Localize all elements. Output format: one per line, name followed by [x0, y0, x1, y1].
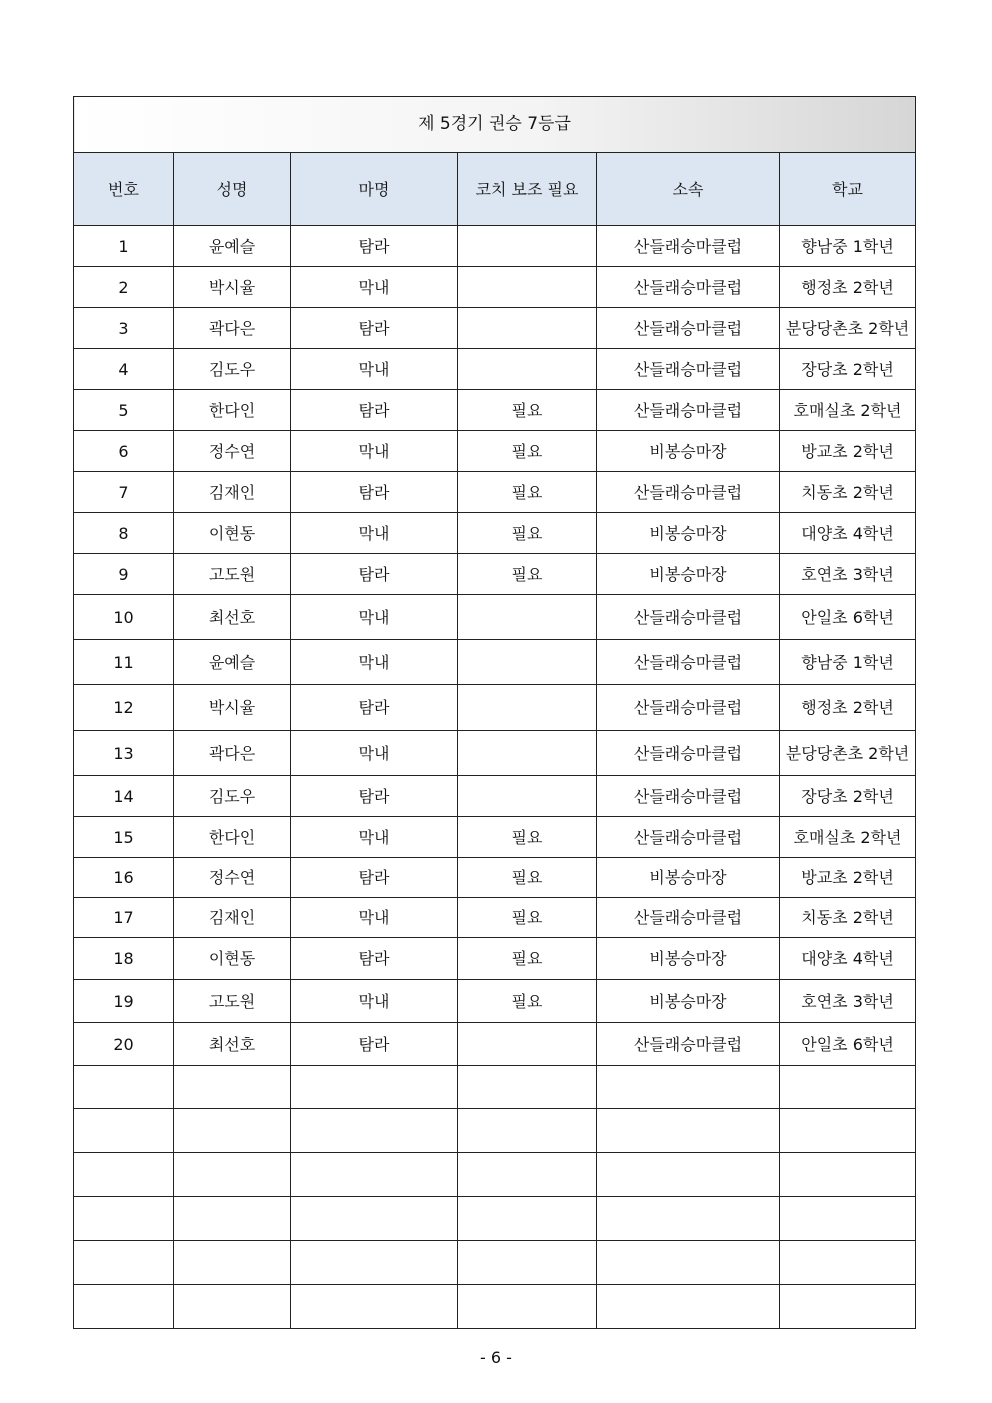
cell-name: 고도원: [174, 980, 291, 1023]
cell-name: 고도원: [174, 554, 291, 595]
empty-cell: [291, 1241, 458, 1285]
cell-no: 19: [74, 980, 174, 1023]
empty-cell: [458, 1153, 597, 1197]
empty-cell: [291, 1066, 458, 1109]
cell-club: 산들래승마클럽: [597, 390, 780, 431]
empty-cell: [74, 1197, 174, 1241]
empty-cell: [458, 1109, 597, 1153]
cell-coach: [458, 349, 597, 390]
column-header-name: 성명: [174, 153, 291, 226]
table-row: [74, 267, 916, 308]
cell-name: 박시율: [174, 685, 291, 731]
table-row: [74, 595, 916, 640]
cell-school: 향남중 1학년: [780, 640, 916, 685]
cell-coach: [458, 1023, 597, 1066]
cell-horse: 탐라: [291, 472, 458, 513]
cell-school: 분당당촌초 2학년: [780, 308, 916, 349]
cell-name: 박시율: [174, 267, 291, 308]
table-row: [74, 554, 916, 595]
empty-cell: [458, 1241, 597, 1285]
cell-no: 14: [74, 776, 174, 817]
cell-coach: [458, 640, 597, 685]
cell-coach: [458, 776, 597, 817]
empty-row: [74, 1109, 916, 1153]
cell-no: 8: [74, 513, 174, 554]
empty-cell: [458, 1066, 597, 1109]
table-row: [74, 685, 916, 731]
table-row: [74, 513, 916, 554]
table-row: [74, 898, 916, 938]
cell-name: 이현동: [174, 938, 291, 980]
cell-club: 산들래승마클럽: [597, 349, 780, 390]
cell-no: 18: [74, 938, 174, 980]
table-row: [74, 431, 916, 472]
cell-club: 산들래승마클럽: [597, 1023, 780, 1066]
cell-coach: 필요: [458, 817, 597, 858]
cell-club: 산들래승마클럽: [597, 898, 780, 938]
cell-club: 산들래승마클럽: [597, 595, 780, 640]
cell-no: 5: [74, 390, 174, 431]
table-row: [74, 308, 916, 349]
cell-no: 12: [74, 685, 174, 731]
empty-cell: [291, 1285, 458, 1329]
cell-school: 방교초 2학년: [780, 431, 916, 472]
cell-no: 10: [74, 595, 174, 640]
cell-horse: 막내: [291, 595, 458, 640]
table-row: [74, 640, 916, 685]
cell-no: 7: [74, 472, 174, 513]
cell-school: 호매실초 2학년: [780, 817, 916, 858]
cell-coach: 필요: [458, 554, 597, 595]
cell-coach: 필요: [458, 980, 597, 1023]
cell-school: 향남중 1학년: [780, 226, 916, 267]
empty-cell: [780, 1109, 916, 1153]
cell-club: 비봉승마장: [597, 938, 780, 980]
empty-cell: [74, 1153, 174, 1197]
cell-club: 산들래승마클럽: [597, 776, 780, 817]
table-row: [74, 226, 916, 267]
cell-horse: 탐라: [291, 308, 458, 349]
cell-name: 윤예슬: [174, 226, 291, 267]
cell-school: 방교초 2학년: [780, 858, 916, 898]
cell-no: 15: [74, 817, 174, 858]
empty-cell: [174, 1109, 291, 1153]
empty-cell: [780, 1066, 916, 1109]
cell-club: 산들래승마클럽: [597, 817, 780, 858]
table-row: [74, 390, 916, 431]
empty-cell: [597, 1066, 780, 1109]
cell-horse: 막내: [291, 640, 458, 685]
column-header-number: 번호: [74, 153, 174, 226]
empty-cell: [597, 1285, 780, 1329]
cell-name: 곽다은: [174, 731, 291, 776]
cell-horse: 탐라: [291, 776, 458, 817]
cell-club: 산들래승마클럽: [597, 472, 780, 513]
empty-cell: [597, 1153, 780, 1197]
cell-name: 한다인: [174, 817, 291, 858]
cell-school: 분당당촌초 2학년: [780, 731, 916, 776]
cell-horse: 탐라: [291, 938, 458, 980]
page-number: - 6 -: [480, 1348, 512, 1367]
empty-cell: [780, 1197, 916, 1241]
cell-horse: 막내: [291, 731, 458, 776]
cell-horse: 막내: [291, 267, 458, 308]
empty-cell: [458, 1285, 597, 1329]
cell-no: 9: [74, 554, 174, 595]
cell-name: 최선호: [174, 595, 291, 640]
empty-cell: [780, 1241, 916, 1285]
cell-school: 대양초 4학년: [780, 938, 916, 980]
cell-horse: 막내: [291, 898, 458, 938]
cell-coach: 필요: [458, 938, 597, 980]
column-header-club: 소속: [597, 153, 780, 226]
cell-name: 정수연: [174, 431, 291, 472]
empty-cell: [74, 1241, 174, 1285]
cell-coach: 필요: [458, 858, 597, 898]
cell-school: 장당초 2학년: [780, 776, 916, 817]
cell-no: 3: [74, 308, 174, 349]
cell-school: 안일초 6학년: [780, 1023, 916, 1066]
cell-school: 호연초 3학년: [780, 980, 916, 1023]
cell-club: 산들래승마클럽: [597, 267, 780, 308]
cell-club: 산들래승마클럽: [597, 226, 780, 267]
cell-club: 비봉승마장: [597, 980, 780, 1023]
empty-cell: [74, 1109, 174, 1153]
table-row: [74, 731, 916, 776]
table-row: [74, 817, 916, 858]
table-title: 제 5경기 권승 7등급: [74, 97, 916, 153]
cell-name: 이현동: [174, 513, 291, 554]
cell-school: 행정초 2학년: [780, 267, 916, 308]
table-row: [74, 472, 916, 513]
cell-horse: 탐라: [291, 390, 458, 431]
empty-cell: [597, 1109, 780, 1153]
cell-name: 김재인: [174, 472, 291, 513]
cell-name: 최선호: [174, 1023, 291, 1066]
cell-name: 곽다은: [174, 308, 291, 349]
cell-name: 윤예슬: [174, 640, 291, 685]
cell-school: 안일초 6학년: [780, 595, 916, 640]
empty-cell: [780, 1153, 916, 1197]
cell-coach: [458, 731, 597, 776]
cell-club: 비봉승마장: [597, 513, 780, 554]
empty-row: [74, 1066, 916, 1109]
empty-row: [74, 1197, 916, 1241]
cell-school: 호매실초 2학년: [780, 390, 916, 431]
empty-cell: [780, 1285, 916, 1329]
table-row: [74, 980, 916, 1023]
cell-coach: [458, 308, 597, 349]
cell-no: 16: [74, 858, 174, 898]
cell-horse: 탐라: [291, 226, 458, 267]
cell-horse: 탐라: [291, 685, 458, 731]
table-row: [74, 776, 916, 817]
cell-coach: 필요: [458, 513, 597, 554]
cell-horse: 막내: [291, 513, 458, 554]
cell-coach: 필요: [458, 898, 597, 938]
cell-horse: 탐라: [291, 858, 458, 898]
empty-cell: [174, 1241, 291, 1285]
cell-name: 한다인: [174, 390, 291, 431]
column-header-coach: 코치 보조 필요: [458, 153, 597, 226]
table-body: [74, 226, 916, 1329]
cell-school: 대양초 4학년: [780, 513, 916, 554]
roster-table: [73, 96, 916, 1329]
cell-club: 산들래승마클럽: [597, 731, 780, 776]
cell-school: 호연초 3학년: [780, 554, 916, 595]
cell-horse: 막내: [291, 980, 458, 1023]
empty-row: [74, 1153, 916, 1197]
empty-cell: [458, 1197, 597, 1241]
empty-cell: [291, 1153, 458, 1197]
cell-no: 13: [74, 731, 174, 776]
cell-no: 1: [74, 226, 174, 267]
cell-no: 20: [74, 1023, 174, 1066]
empty-cell: [597, 1197, 780, 1241]
cell-name: 김재인: [174, 898, 291, 938]
empty-cell: [174, 1153, 291, 1197]
empty-cell: [174, 1066, 291, 1109]
cell-no: 11: [74, 640, 174, 685]
cell-coach: [458, 595, 597, 640]
cell-coach: 필요: [458, 431, 597, 472]
cell-coach: 필요: [458, 390, 597, 431]
empty-cell: [174, 1197, 291, 1241]
cell-horse: 탐라: [291, 1023, 458, 1066]
cell-school: 행정초 2학년: [780, 685, 916, 731]
column-header-school: 학교: [780, 153, 916, 226]
cell-no: 6: [74, 431, 174, 472]
cell-no: 4: [74, 349, 174, 390]
cell-school: 치동초 2학년: [780, 472, 916, 513]
cell-club: 산들래승마클럽: [597, 308, 780, 349]
cell-school: 장당초 2학년: [780, 349, 916, 390]
cell-horse: 막내: [291, 817, 458, 858]
table-row: [74, 349, 916, 390]
table-row: [74, 858, 916, 898]
cell-school: 치동초 2학년: [780, 898, 916, 938]
cell-horse: 막내: [291, 349, 458, 390]
cell-club: 산들래승마클럽: [597, 685, 780, 731]
cell-name: 정수연: [174, 858, 291, 898]
cell-coach: [458, 226, 597, 267]
cell-name: 김도우: [174, 349, 291, 390]
cell-coach: 필요: [458, 472, 597, 513]
column-header-horse: 마명: [291, 153, 458, 226]
cell-club: 비봉승마장: [597, 554, 780, 595]
empty-cell: [74, 1066, 174, 1109]
cell-horse: 탐라: [291, 554, 458, 595]
cell-coach: [458, 267, 597, 308]
cell-name: 김도우: [174, 776, 291, 817]
header-row: [74, 153, 916, 226]
table-row: [74, 1023, 916, 1066]
empty-cell: [174, 1285, 291, 1329]
empty-cell: [597, 1241, 780, 1285]
table-row: [74, 938, 916, 980]
cell-club: 비봉승마장: [597, 431, 780, 472]
cell-club: 산들래승마클럽: [597, 640, 780, 685]
empty-cell: [291, 1197, 458, 1241]
cell-no: 17: [74, 898, 174, 938]
cell-no: 2: [74, 267, 174, 308]
empty-row: [74, 1241, 916, 1285]
empty-row: [74, 1285, 916, 1329]
empty-cell: [74, 1285, 174, 1329]
cell-coach: [458, 685, 597, 731]
empty-cell: [291, 1109, 458, 1153]
cell-club: 비봉승마장: [597, 858, 780, 898]
cell-horse: 막내: [291, 431, 458, 472]
